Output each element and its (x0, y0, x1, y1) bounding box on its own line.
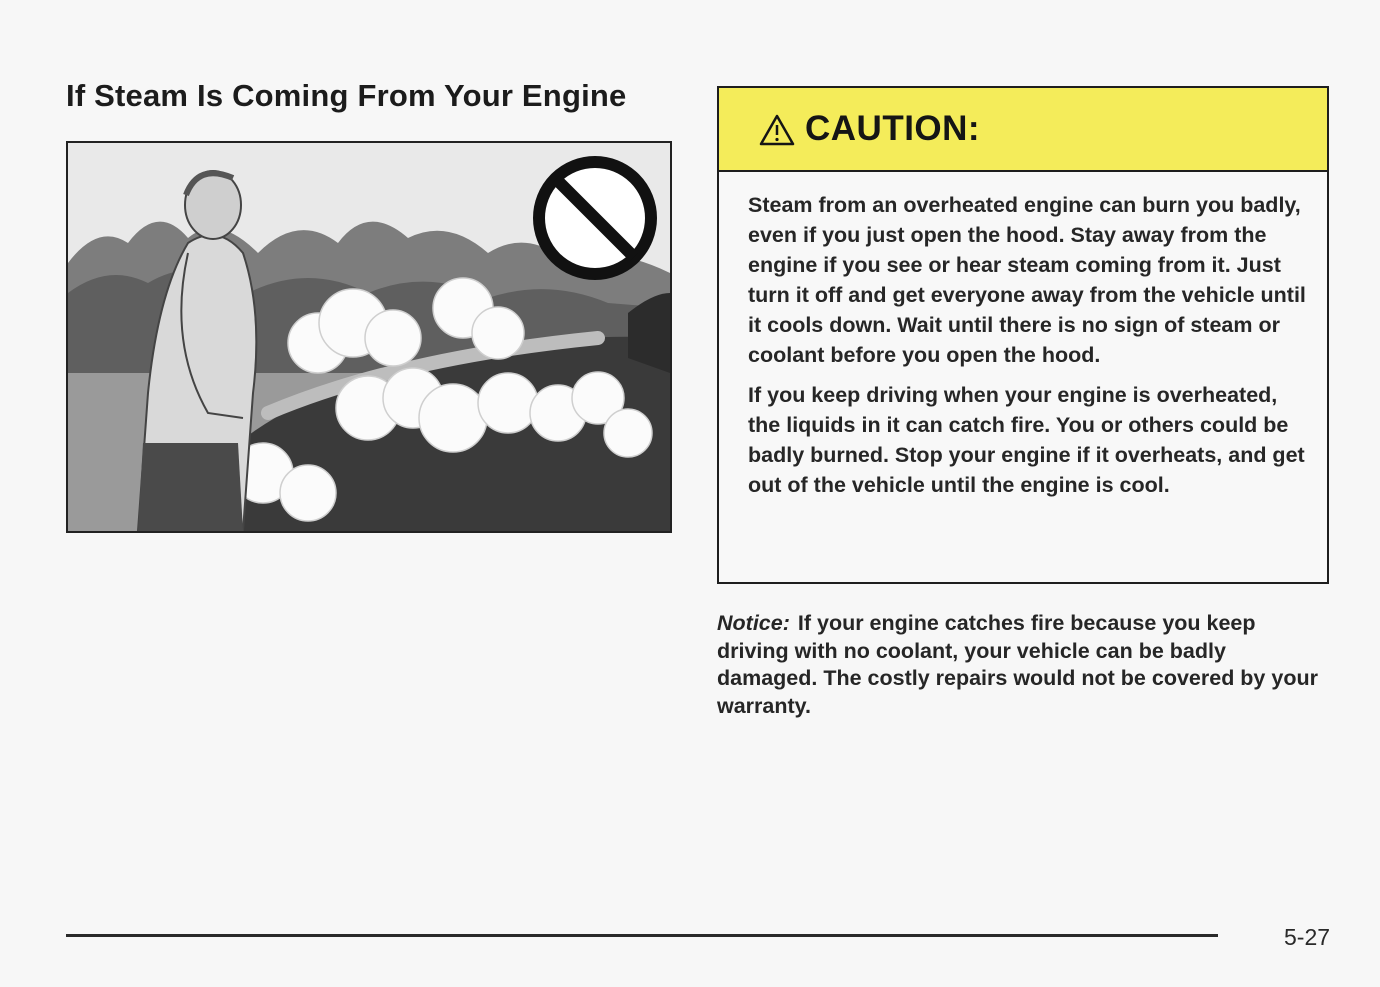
caution-header (719, 88, 1327, 172)
notice-text: If your engine catches fire because you keep driving with no coolant, your vehicle can be badly damaged. The costly repairs would not be covered by your warranty. (717, 611, 1318, 718)
footer-rule (66, 934, 1218, 937)
notice-label: Notice: (717, 611, 790, 635)
no-symbol-icon (539, 162, 651, 274)
caution-box (717, 86, 1329, 584)
page-title: If Steam Is Coming From Your Engine (66, 78, 627, 113)
notice (717, 610, 1327, 720)
caution-paragraph: Steam from an overheated engine can burn you badly, even if you just open the hood. Stay away from the engine if you see or hear steam coming from it. Just turn it off and get everyone away from the vehicle until it cools down. Wait until there is no sign of steam or coolant before you open the hood. (748, 193, 1306, 367)
steam-engine-illustration (66, 141, 672, 533)
warning-triangle-icon (759, 114, 795, 146)
caution-body (719, 172, 1327, 500)
caution-paragraph: If you keep driving when your engine is overheated, the liquids in it can catch fire. You or others could be badly burned. Stop your engine if it overheats, and get out of the vehicle until the engine is cool. (748, 383, 1305, 497)
page-number: 5-27 (1284, 924, 1331, 950)
caution-title: CAUTION: (805, 109, 981, 148)
